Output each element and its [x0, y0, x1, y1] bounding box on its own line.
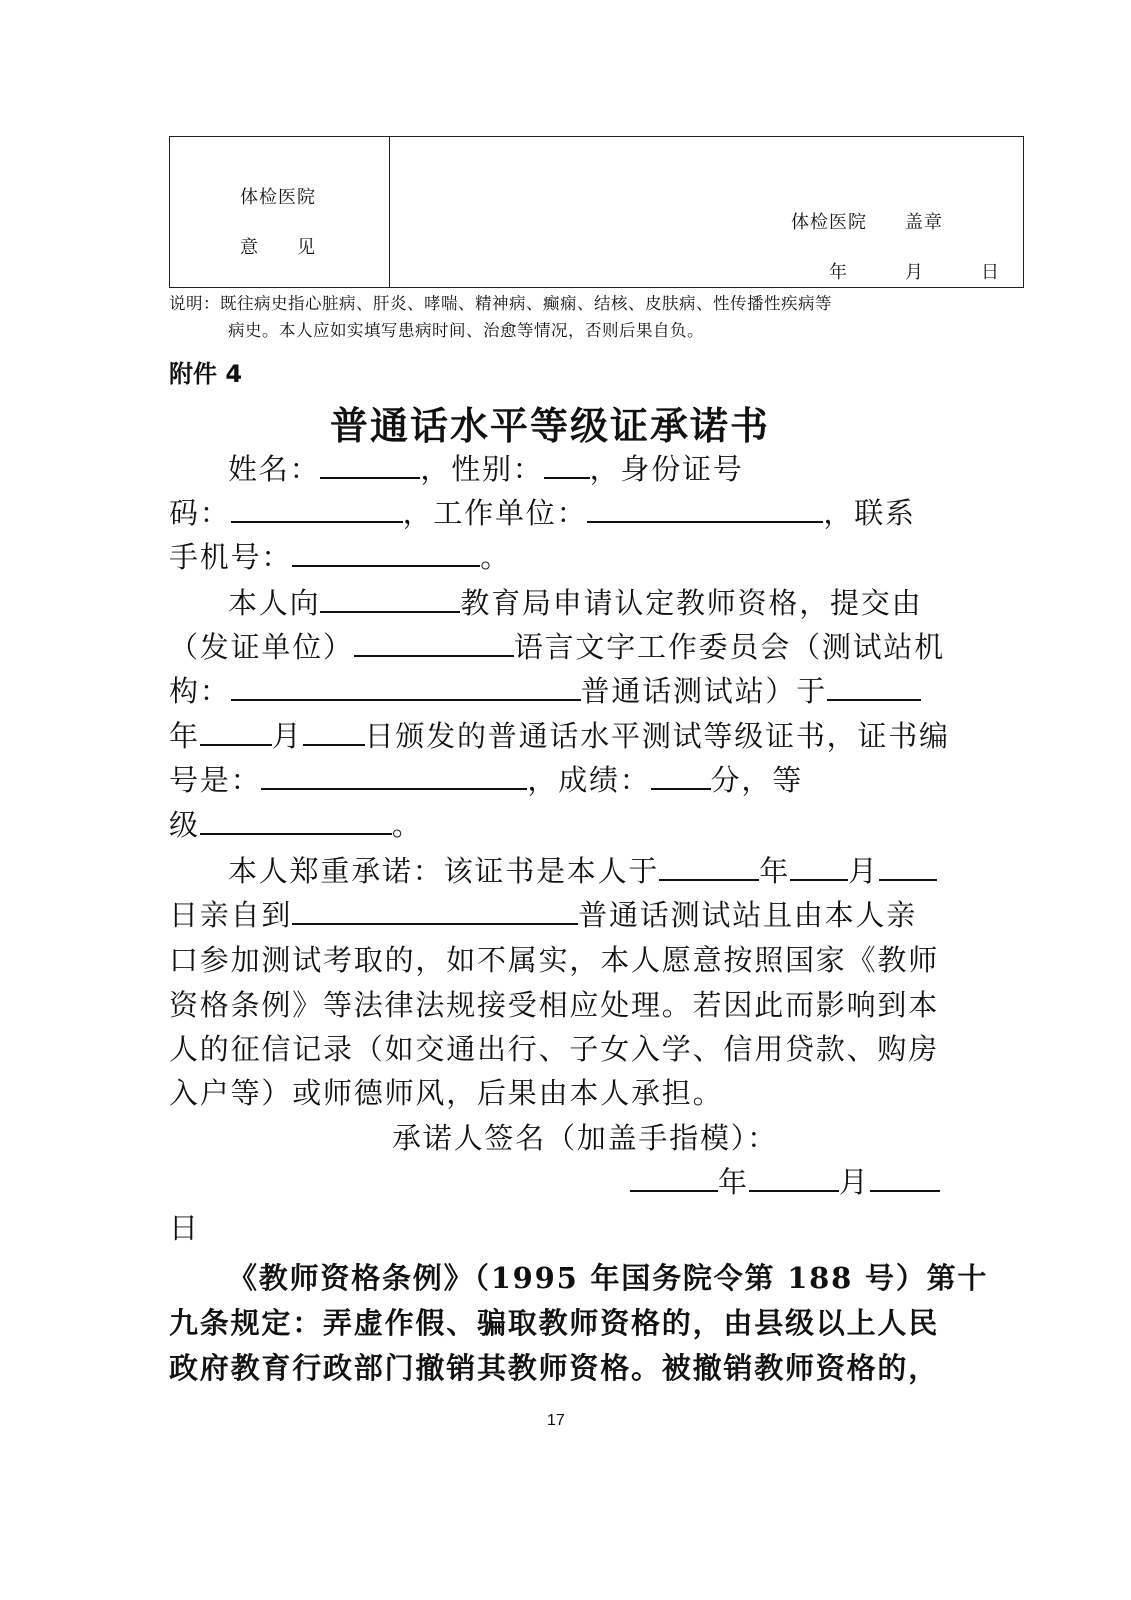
test-station-blank[interactable] [231, 671, 581, 701]
name-blank[interactable] [320, 449, 420, 479]
form-line-11: 日亲自到 普通话测试站且由本人亲 [169, 893, 917, 937]
form-line-9: 级 。 [169, 803, 423, 847]
signature-date-line: 年 月 [630, 1160, 940, 1204]
issue-month-blank[interactable] [200, 716, 272, 746]
page-number: 17 [547, 1412, 565, 1429]
attachment-label: 附件 4 [169, 360, 243, 388]
date-label: 年 月 日 [829, 262, 1000, 283]
level-blank[interactable] [200, 805, 392, 835]
signature-day-label: 日 [169, 1211, 200, 1245]
hospital-label: 体检医院 [240, 187, 316, 208]
certificate-number-blank[interactable] [261, 760, 527, 790]
education-bureau-blank[interactable] [320, 583, 460, 613]
form-line-2: 码： ，工作单位： ，联系 [169, 491, 916, 535]
test-day-blank[interactable] [879, 851, 937, 881]
form-line-4: 本人向 教育局申请认定教师资格，提交由 [228, 581, 922, 625]
form-line-13: 资格条例》等法律法规接受相应处理。若因此而影响到本 [169, 988, 940, 1022]
issuer-blank[interactable] [354, 627, 514, 657]
sign-month-blank[interactable] [749, 1162, 839, 1192]
table-divider [389, 136, 390, 288]
form-line-5: （发证单位） 语言文字工作委员会（测试站机 [169, 625, 945, 669]
form-line-12: 口参加测试考取的，如不属实，本人愿意按照国家《教师 [169, 943, 940, 977]
law-line-1: 《教师资格条例》（1995 年国务院令第 188 号）第十 [228, 1261, 989, 1295]
page-title: 普通话水平等级证承诺书 [330, 404, 771, 448]
score-blank[interactable] [651, 760, 711, 790]
law-line-3: 政府教育行政部门撤销其教师资格。被撤销教师资格的， [169, 1351, 940, 1385]
work-unit-blank[interactable] [587, 493, 823, 523]
form-line-3: 手机号： 。 [169, 535, 511, 579]
phone-blank[interactable] [292, 537, 480, 567]
test-month-blank[interactable] [790, 851, 848, 881]
form-line-6: 构： 普通话测试站）于 [169, 669, 921, 713]
form-line-7: 年 月 日颁发的普通话水平测试等级证书，证书编 [169, 714, 950, 758]
form-line-10: 本人郑重承诺：该证书是本人于 年 月 [228, 849, 937, 893]
issue-day-blank[interactable] [303, 716, 365, 746]
id-number-blank[interactable] [231, 493, 403, 523]
form-line-1: 姓名： ，性别： ，身份证号 [228, 447, 744, 491]
form-line-14: 人的征信记录（如交通出行、子女入学、信用贷款、购房 [169, 1032, 940, 1066]
test-year-blank[interactable] [659, 851, 759, 881]
opinion-label: 意 见 [240, 237, 316, 258]
law-line-2: 九条规定：弄虚作假、骗取教师资格的，由县级以上人民 [169, 1306, 940, 1340]
test-station-name-blank[interactable] [292, 895, 578, 925]
form-line-15: 入户等）或师德师风，后果由本人承担。 [169, 1076, 724, 1110]
note-line-2: 病史。本人应如实填写患病时间、治愈等情况，否则后果自负。 [228, 321, 704, 340]
issue-year-blank[interactable] [827, 671, 921, 701]
note-line-1: 说明：既往病史指心脏病、肝炎、哮喘、精神病、癫痫、结核、皮肤病、性传播性疾病等 [169, 294, 832, 313]
gender-blank[interactable] [544, 449, 590, 479]
stamp-label: 体检医院 盖章 [791, 212, 943, 233]
form-line-8: 号是： ，成绩： 分，等 [169, 758, 803, 802]
signature-label: 承诺人签名（加盖手指模）： [392, 1121, 778, 1155]
sign-year-blank[interactable] [630, 1162, 718, 1192]
sign-day-blank[interactable] [870, 1162, 940, 1192]
